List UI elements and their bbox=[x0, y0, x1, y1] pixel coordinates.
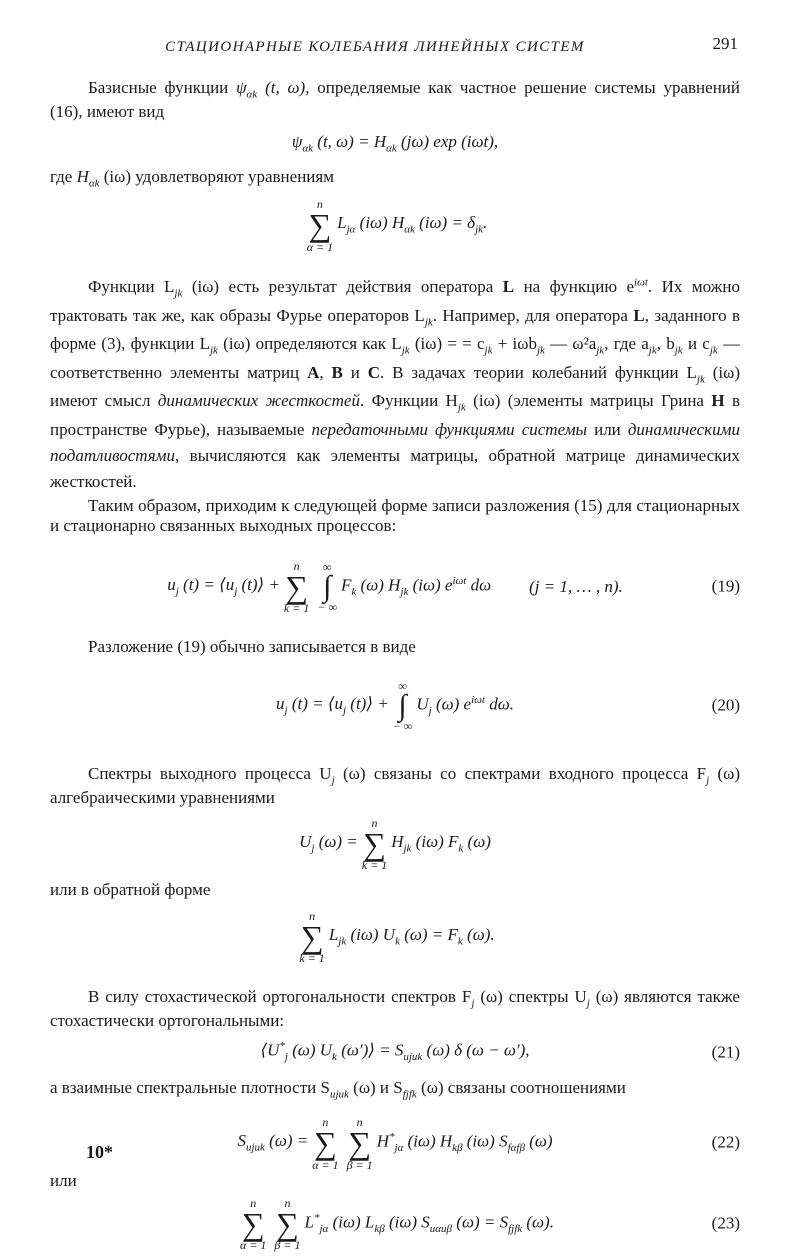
sum-symbol: n ∑ β = 1 bbox=[346, 1115, 373, 1172]
equation-number: (20) bbox=[711, 695, 740, 715]
page-number: 291 bbox=[712, 34, 738, 53]
paragraph-where: где $H_{\alpha k}$ (iω) удовлетворяют уравнениям bbox=[50, 166, 334, 189]
equation-23: n ∑ α = 1 n ∑ β = 1 $L^*_{j\alpha}$ (iω) $L_{k\beta}$ (iω) $S_{u\alpha u\beta}$ $(\omega) = S_{fjfk}$ (ω). (23) bbox=[240, 1195, 740, 1253]
sum-symbol: n ∑ k = 1 bbox=[361, 816, 388, 873]
paragraph-functions: Функции $L_{jk}$ (iω) есть результат действия оператора L на функцию $e^{i\omega t}$. Их можно трактовать так же, как образы Фурье операторов $L_{jk}$. Например, для оператора L, заданного в форме (3), функции $L_{jk}$ (iω) определяются как $L_{jk}$ (iω) = = $c_{jk} + i\omega b_{jk}$ — $\omega^2a_{jk}$, где $a_{jk}$, $b_{jk}$ и $c_{jk}$ — соответственно элементы матриц A, B и C. В задачах теории колебаний функции $L_{jk}$ (iω) имеют смысл динамических жесткостей. Функции $H_{jk}$ (iω) (элементы матрицы Грина H в пространстве Фурье), называемые передаточными функциями системы или динамическими податливостями, вычисляются как элементы матрицы, обратной матрице динамических жесткостей. bbox=[50, 276, 741, 492]
sum-symbol: n ∑ α = 1 bbox=[306, 197, 334, 254]
sum-symbol: n ∑ k = 1 bbox=[299, 908, 325, 966]
signature-mark: 10* bbox=[86, 1142, 113, 1162]
paragraph-orthogonality: В силу стохастической ортогональности спектров $F_j$ (ω) спектры $U_j$ (ω) являются также стохастически ортогональными: bbox=[50, 987, 740, 1030]
equation-20: $u_j$ $(t) = ⟨u_j$ (t)⟩ + ∞ ∫ − ∞ $U_j$ (ω) $e^{i\omega t}$ dω. (20) bbox=[276, 678, 740, 733]
equation-21: $⟨U^*_j$ (ω) $U_k$ (ω′)⟩ = $S_{ujuk}$ (ω) δ (ω − ω′), (21) bbox=[260, 1040, 740, 1064]
sum-symbol: n ∑ k = 1 bbox=[283, 558, 310, 616]
equation-l-h-delta: n ∑ α = 1 $L_{j\alpha}$ (iω) $H_{\alpha k}$ $(i\omega) = \delta_{jk}$. bbox=[306, 197, 488, 254]
equation-number: (21) bbox=[711, 1042, 740, 1062]
paragraph-thus: Таким образом, приходим к следующей форме записи разложения (15) для стационарных и стационарно связанных выходных процессов: bbox=[50, 495, 740, 536]
running-head: СТАЦИОНАРНЫЕ КОЛЕБАНИЯ ЛИНЕЙНЫХ СИСТЕМ bbox=[165, 39, 585, 55]
paragraph-cross-spectra: а взаимные спектральные плотности $S_{ujuk}$ (ω) и $S_{fjfk}$ (ω) связаны соотношениями bbox=[50, 1077, 626, 1100]
sum-symbol: n ∑ α = 1 bbox=[240, 1195, 267, 1253]
integral-symbol: ∞ ∫ − ∞ bbox=[317, 559, 338, 615]
integral-symbol: ∞ ∫ − ∞ bbox=[392, 678, 413, 733]
page-body bbox=[50, 78, 740, 1256]
paragraph-spectra: Спектры выходного процесса $U_j$ (ω) связаны со спектрами входного процесса $F_j$ (ω) алгебраическими уравнениями bbox=[50, 763, 741, 807]
paragraph-basis: Базисные функции $\psi_{\alpha k}$ (t, ω), определяемые как частное решение системы уравнений (16), имеют вид bbox=[50, 78, 740, 121]
paragraph-expansion: Разложение (19) обычно записывается в виде bbox=[88, 637, 416, 657]
equation-u-sum: $U_j$ (ω) = n ∑ k = 1 $H_{jk}$ (iω) $F_k$ (ω) bbox=[299, 816, 491, 873]
paragraph-inverse-form: или в обратной форме bbox=[50, 880, 211, 900]
paragraph-or: или bbox=[50, 1171, 77, 1191]
sum-symbol: n ∑ α = 1 bbox=[312, 1115, 339, 1172]
equation-lu: n ∑ k = 1 $L_{jk}$ (iω) $U_k$ $(\omega) = F_k$ (ω). bbox=[299, 908, 495, 966]
equation-19: $u_j$ $(t) = ⟨u_j$ (t)⟩ + n ∑ k = 1 ∞ ∫ − ∞ $F_k$ (ω) $H_{jk}$ (iω) $e^{i\omega t}$ dω (j = 1, … , n). (19) bbox=[167, 558, 740, 616]
equation-22: $S_{ujuk}$ (ω) = n ∑ α = 1 n ∑ β = 1 $H^*_{j\alpha}$ (iω) $H_{k\beta}$ (iω) $S_{f\alpha f\beta}$ (ω) (22) bbox=[237, 1115, 740, 1172]
equation-psi: $\psi_{\alpha k}$ (t, $\omega) = H_{\alpha k}$ (jω) exp (iωt), bbox=[291, 131, 499, 155]
sum-symbol: n ∑ β = 1 bbox=[274, 1195, 301, 1253]
equation-number: (23) bbox=[711, 1213, 740, 1233]
equation-number: (19) bbox=[711, 576, 740, 596]
equation-number: (22) bbox=[711, 1132, 740, 1152]
